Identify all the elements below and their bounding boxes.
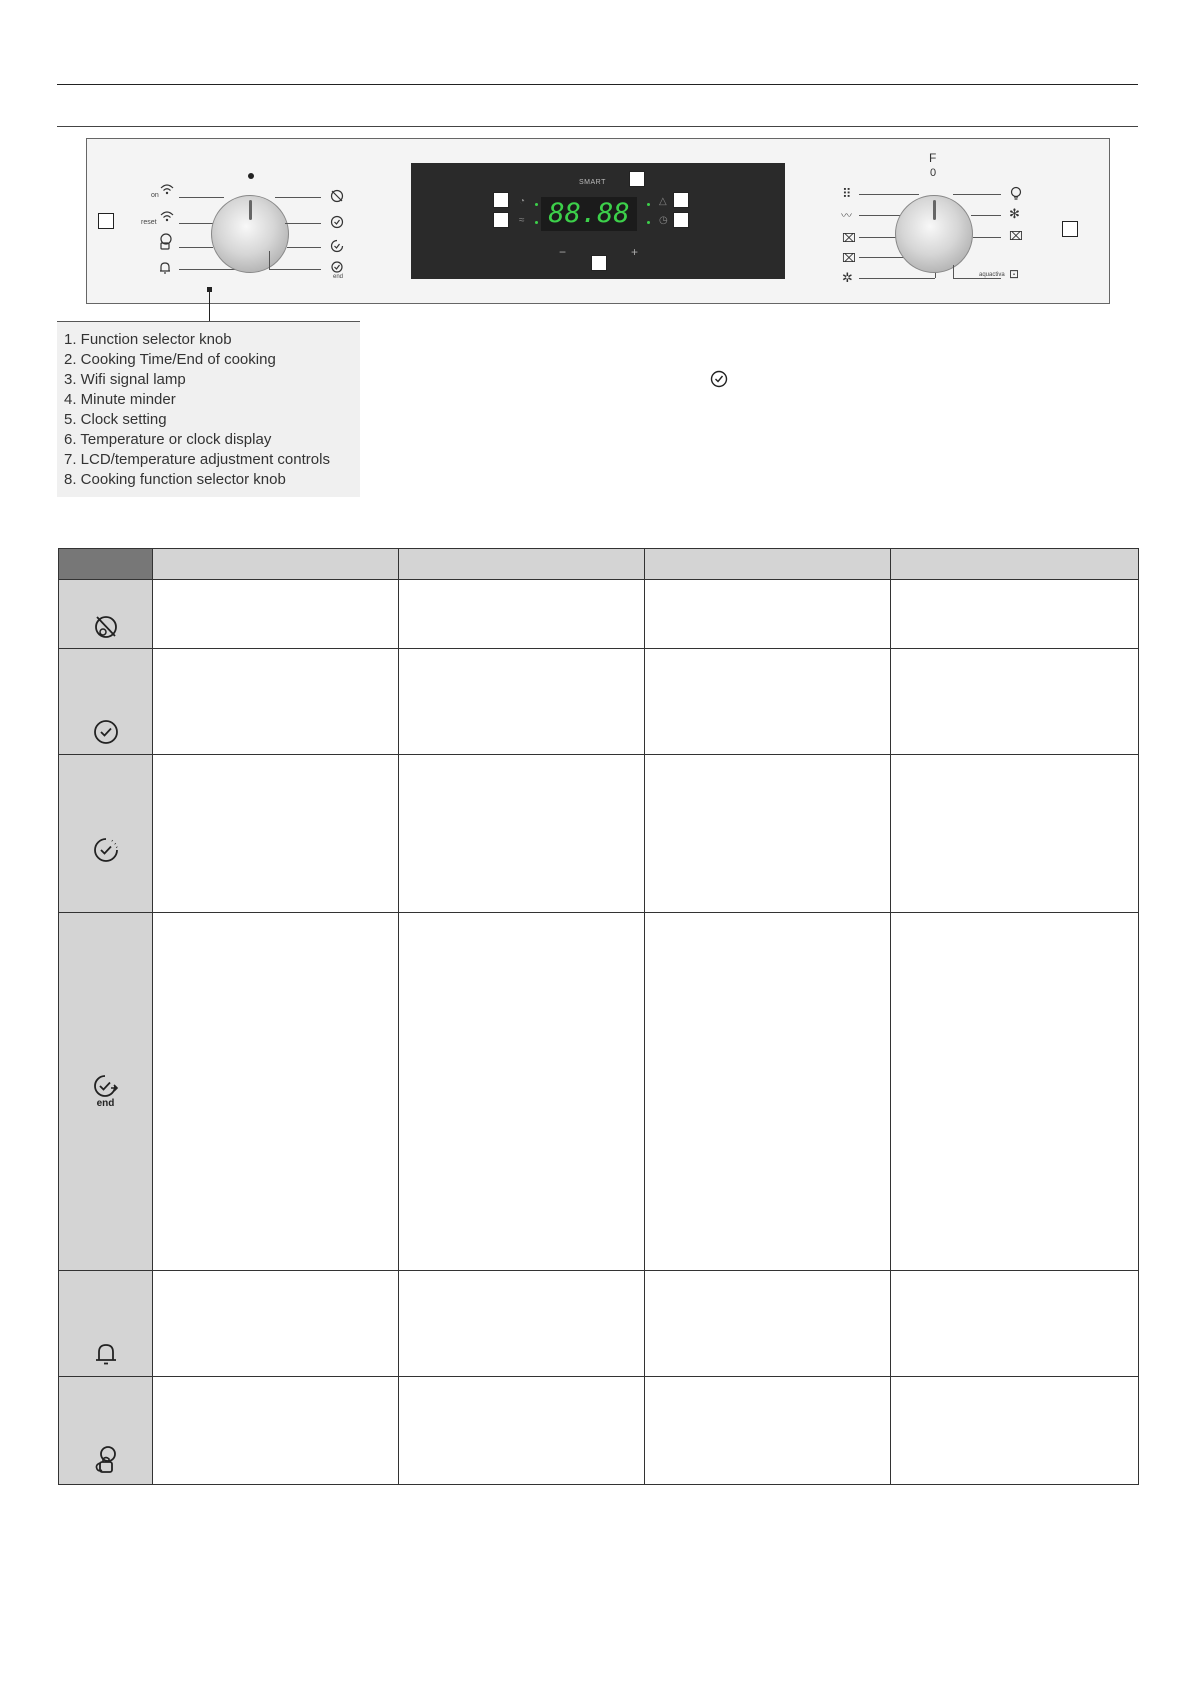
leader-line	[859, 215, 901, 216]
row-icon-cell	[59, 755, 153, 913]
callout-box-7	[591, 255, 607, 271]
leader-line	[275, 197, 321, 198]
callout-box-1	[98, 213, 114, 229]
callout-box-6	[673, 212, 689, 228]
end-label: end	[333, 274, 344, 280]
bottom-heat-icon: 〰	[841, 210, 852, 222]
table-cell	[891, 913, 1139, 1271]
table-cell	[399, 1271, 645, 1377]
leader-line	[953, 265, 954, 278]
table-cell	[399, 649, 645, 755]
fan-grill-icon: ⌧	[842, 231, 856, 245]
table-cell	[891, 649, 1139, 755]
legend-item: 2. Cooking Time/End of cooking	[64, 351, 276, 368]
grill-fan-icon: ⌧	[1009, 229, 1023, 243]
table-cell	[153, 1377, 399, 1485]
clock-check-icon	[92, 718, 120, 746]
defrost-icon: ✻	[1009, 206, 1020, 221]
table-row	[59, 913, 1139, 1271]
row-icon-cell	[59, 1271, 153, 1377]
table-cell	[645, 1271, 891, 1377]
leader-line	[285, 223, 321, 224]
table-header	[645, 549, 891, 580]
lcd-indicator-dot	[647, 203, 650, 206]
table-header-row	[59, 549, 1139, 580]
knob-position-0: 0	[930, 167, 937, 179]
table-cell	[153, 580, 399, 649]
table-cell	[645, 649, 891, 755]
wifi-icon	[160, 183, 174, 198]
cooking-time-icon	[330, 215, 344, 232]
end-label: end	[96, 1098, 115, 1109]
end-of-cooking-icon	[91, 1074, 121, 1100]
wifi-reset-icon	[160, 210, 174, 225]
table-header	[399, 549, 645, 580]
table-cell	[891, 1271, 1139, 1377]
minus-button[interactable]: −	[559, 245, 567, 259]
table-header	[59, 549, 153, 580]
callout-box-5	[493, 212, 509, 228]
leader-line	[859, 194, 919, 195]
leader-line	[859, 278, 935, 279]
lcd-indicator-dot	[535, 203, 538, 206]
callout-box-2	[493, 192, 509, 208]
leader-line	[953, 278, 1001, 279]
lcd-clock-icon: ◷	[659, 215, 668, 226]
top-rule	[57, 84, 1138, 85]
legend-leader-dot	[207, 287, 212, 292]
leader-line	[971, 215, 1001, 216]
panel-legend	[57, 321, 360, 497]
table-cell	[153, 649, 399, 755]
legend-item: 3. Wifi signal lamp	[64, 371, 186, 388]
callout-box-4	[673, 192, 689, 208]
row-icon-cell	[59, 1377, 153, 1485]
table-row	[59, 1271, 1139, 1377]
cooking-function-selector-knob[interactable]	[895, 195, 973, 273]
legend-item: 7. LCD/temperature adjustment controls	[64, 451, 330, 468]
minute-minder-bell-icon	[158, 261, 172, 278]
leader-line	[179, 223, 215, 224]
leader-line	[179, 197, 224, 198]
clock-check-icon	[709, 369, 729, 389]
wifi-on-label: on	[151, 192, 159, 199]
lcd-display	[411, 163, 785, 279]
function-selector-knob[interactable]	[211, 195, 289, 273]
manual-cancel-icon	[92, 612, 120, 640]
table-cell	[645, 755, 891, 913]
row-icon-cell	[59, 913, 153, 1271]
leader-line	[179, 269, 239, 270]
leader-line	[269, 269, 321, 270]
leader-line	[287, 247, 321, 248]
table-cell	[891, 1377, 1139, 1485]
row-icon-cell	[59, 649, 153, 755]
callout-box-3	[629, 171, 645, 187]
table-cell	[399, 755, 645, 913]
table-row	[59, 1377, 1139, 1485]
bell-icon	[92, 1340, 120, 1368]
table-cell	[153, 755, 399, 913]
table-header	[153, 549, 399, 580]
temperature-clock-display: 88.88	[541, 197, 637, 231]
lcd-indicator-dot	[535, 221, 538, 224]
table-row	[59, 755, 1139, 913]
grill-icon: ⌧	[842, 251, 856, 265]
section-rule	[57, 126, 1138, 127]
functions-table	[58, 548, 1139, 1485]
lcd-indicator-dot	[647, 221, 650, 224]
lcd-wifi-icon: ≈	[519, 215, 525, 226]
plus-button[interactable]: +	[631, 245, 639, 259]
child-lock-icon	[158, 233, 174, 254]
multi-function-icon: ⠿	[842, 186, 852, 201]
leader-line	[953, 194, 1001, 195]
cooking-time-icon	[92, 836, 120, 864]
leader-line	[179, 247, 213, 248]
lcd-cooking-time-icon: ◔	[519, 196, 526, 207]
table-cell	[891, 755, 1139, 913]
legend-item: 1. Function selector knob	[64, 331, 232, 348]
callout-box-8	[1062, 221, 1078, 237]
knob-position-f: F	[929, 151, 937, 165]
leader-line	[859, 237, 897, 238]
wifi-reset-label: reset	[141, 219, 157, 226]
table-header	[891, 549, 1139, 580]
table-cell	[645, 1377, 891, 1485]
control-panel	[86, 138, 1110, 304]
leader-line	[269, 251, 270, 269]
legend-item: 8. Cooking function selector knob	[64, 471, 286, 488]
aquactiva-label: aquactiva	[979, 272, 1005, 278]
table-row	[59, 649, 1139, 755]
table-cell	[399, 580, 645, 649]
legend-item: 4. Minute minder	[64, 391, 176, 408]
duration-icon	[330, 239, 344, 256]
fan-icon: ✲	[842, 270, 853, 285]
aquactiva-icon: ⊡	[1009, 267, 1020, 281]
table-cell	[645, 913, 891, 1271]
table-cell	[153, 913, 399, 1271]
legend-item: 6. Temperature or clock display	[64, 431, 272, 448]
manual-icon	[330, 189, 344, 206]
leader-line	[973, 237, 1001, 238]
lcd-bell-icon: △	[659, 196, 667, 207]
child-lock-icon	[91, 1444, 121, 1476]
table-cell	[399, 1377, 645, 1485]
table-cell	[645, 580, 891, 649]
table-row	[59, 580, 1139, 649]
lamp-icon	[1009, 186, 1023, 203]
row-icon-cell	[59, 580, 153, 649]
legend-item: 5. Clock setting	[64, 411, 167, 428]
leader-line	[859, 257, 909, 258]
table-cell	[153, 1271, 399, 1377]
smart-brand-label: SMART	[579, 179, 606, 186]
table-cell	[399, 913, 645, 1271]
legend-leader-line	[209, 290, 210, 321]
knob-marker-dot	[248, 173, 254, 179]
table-cell	[891, 580, 1139, 649]
